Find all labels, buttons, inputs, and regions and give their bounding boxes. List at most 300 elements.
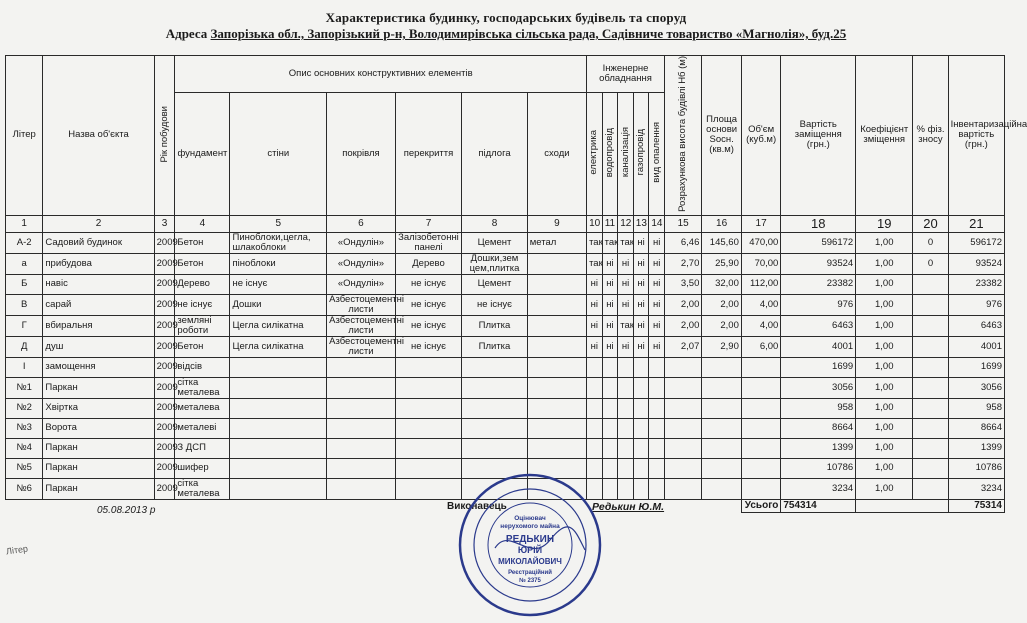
cell-height: 2,00 [664,294,701,315]
stamp-line: МИКОЛАЙОВИЧ [498,557,562,566]
cell-liter: №2 [6,398,43,418]
stamp-line: ЮРІЙ [517,545,543,555]
cell-coef: 1,00 [856,478,913,499]
cell-year: 2009 [154,274,175,294]
col-num: 7 [395,215,462,232]
cell-stairs [527,336,586,357]
cell-height [664,438,701,458]
cell-sewer: так [618,315,634,336]
header-roof: покрівля [327,92,396,215]
cell-roof [327,398,396,418]
cell-volume: 4,00 [741,294,780,315]
document-date: 05.08.2013 р [97,505,156,516]
cell-name: Ворота [43,418,154,438]
cell-el: ні [587,274,603,294]
cell-foundation: сітка металева [175,377,230,398]
cell-walls [230,357,327,377]
col-num: 14 [649,215,665,232]
cell-inv: 23382 [948,274,1004,294]
cell-area: 2,90 [702,336,741,357]
cell-walls: Цегла силікатна [230,336,327,357]
stamp-line: № 2375 [519,578,541,584]
table-row [6,294,1005,315]
col-num: 9 [527,215,586,232]
cell-cost: 23382 [781,274,856,294]
cell-cost: 1399 [781,438,856,458]
table-row [6,274,1005,294]
table-row [6,357,1005,377]
cell-cost: 93524 [781,253,856,274]
cell-el [587,398,603,418]
cell-water: ні [602,294,618,315]
cell-year: 2009 [154,398,175,418]
cell-el [587,438,603,458]
header-coefficient: Коефіцієнт зміщення [856,56,913,216]
cell-cost: 976 [781,294,856,315]
header-liter: Літер [6,56,43,216]
cell-floor: Плитка [462,315,527,336]
cell-wear [913,336,948,357]
cell-walls [230,438,327,458]
col-num: 19 [856,215,913,232]
col-num: 3 [154,215,175,232]
cell-el: ні [587,294,603,315]
cell-floor [462,398,527,418]
cell-heat: ні [649,274,665,294]
cell-stairs [527,398,586,418]
header-gas: газопровід [633,92,649,215]
characteristics-table [5,55,1027,513]
cell-liter: №5 [6,458,43,478]
cell-wear [913,418,948,438]
cell-sewer: ні [618,336,634,357]
cell-el [587,357,603,377]
cell-area: 145,60 [702,232,741,253]
table-body [6,232,1005,499]
cell-inv: 976 [948,294,1004,315]
address-label: Адреса [165,26,208,41]
cell-el: ні [587,336,603,357]
cell-name: Паркан [43,478,154,499]
cell-wear [913,357,948,377]
col-num: 5 [230,215,327,232]
cell-inv: 93524 [948,253,1004,274]
address-value: Запорізька обл., Запорізький р-н, Володимирівська сільська рада, Садівниче товариство «Магнолія», буд.25 [210,26,847,41]
cell-area [702,377,741,398]
cell-overlap: не існує [395,336,462,357]
cell-height: 6,46 [664,232,701,253]
cell-stairs [527,315,586,336]
cell-name: прибудова [43,253,154,274]
cell-cost: 958 [781,398,856,418]
column-number-row [6,215,1005,232]
cell-foundation: З ДСП [175,438,230,458]
cell-roof [327,377,396,398]
cell-water: так [602,232,618,253]
cell-wear [913,458,948,478]
header-wear: % фіз. зносу [913,56,948,216]
total-inventory: 75314 [948,499,1004,512]
cell-volume: 4,00 [741,315,780,336]
header-area: Площа основи Sосн. (кв.м) [702,56,741,216]
cell-roof: «Ондулін» [327,232,396,253]
address-line [0,26,1012,42]
cell-walls: Дошки [230,294,327,315]
cell-height: 2,70 [664,253,701,274]
stamp-line: нерухомого майна [500,523,560,530]
cell-wear: 0 [913,232,948,253]
cell-gas: ні [633,294,649,315]
cell-name: замощення [43,357,154,377]
cell-coef: 1,00 [856,398,913,418]
cell-liter: №3 [6,418,43,438]
cell-gas: ні [633,253,649,274]
cell-walls [230,478,327,499]
signer-name: Редькин Ю.М. [592,501,665,513]
cell-heat: ні [649,253,665,274]
cell-height: 2,00 [664,315,701,336]
table-row [6,377,1005,398]
cell-liter: В [6,294,43,315]
cell-volume [741,398,780,418]
cell-gas: ні [633,232,649,253]
cell-heat [649,418,665,438]
cell-volume [741,418,780,438]
cell-sewer: ні [618,274,634,294]
cell-floor: Цемент [462,232,527,253]
header-walls: стіни [230,92,327,215]
cell-volume [741,478,780,499]
cell-cost: 4001 [781,336,856,357]
cell-stairs [527,357,586,377]
cell-foundation: Бетон [175,253,230,274]
cell-height [664,357,701,377]
cell-stairs [527,438,586,458]
header-stairs: сходи [527,92,586,215]
cell-coef: 1,00 [856,377,913,398]
total-cost: 754314 [781,499,856,512]
cell-stairs [527,377,586,398]
cell-area [702,418,741,438]
cell-wear [913,294,948,315]
cell-el: так [587,232,603,253]
cell-heat [649,357,665,377]
cell-volume [741,357,780,377]
cell-floor [462,438,527,458]
cell-inv: 10786 [948,458,1004,478]
cell-water [602,418,618,438]
cell-foundation: шифер [175,458,230,478]
cell-liter: №1 [6,377,43,398]
cell-water [602,357,618,377]
cell-name: Садовий будинок [43,232,154,253]
cell-walls [230,458,327,478]
cell-inv: 6463 [948,315,1004,336]
cell-roof: Азбестоцементні листи [327,294,396,315]
cell-liter: а [6,253,43,274]
cell-water [602,377,618,398]
cell-sewer [618,458,634,478]
cell-coef: 1,00 [856,458,913,478]
cell-height [664,398,701,418]
cell-overlap [395,377,462,398]
cell-walls: піноблоки [230,253,327,274]
header-replacement-cost: Вартість заміщення (грн.) [781,56,856,216]
table-row [6,418,1005,438]
cell-wear [913,315,948,336]
cell-sewer: ні [618,253,634,274]
header-volume: Об'єм (куб.м) [741,56,780,216]
cell-gas [633,458,649,478]
cell-gas [633,357,649,377]
cell-height: 3,50 [664,274,701,294]
cell-roof: «Ондулін» [327,274,396,294]
cell-water [602,438,618,458]
cell-height [664,377,701,398]
cell-water [602,398,618,418]
col-num: 11 [602,215,618,232]
cell-walls: Цегла силікатна [230,315,327,336]
cell-heat [649,398,665,418]
cell-foundation: сітка металева [175,478,230,499]
cell-sewer [618,377,634,398]
cell-water: ні [602,253,618,274]
cell-stairs: метал [527,232,586,253]
cell-inv: 596172 [948,232,1004,253]
cell-year: 2009 [154,478,175,499]
cell-wear: 0 [913,253,948,274]
cell-overlap: не існує [395,274,462,294]
cell-el [587,377,603,398]
cell-roof [327,438,396,458]
cell-heat [649,377,665,398]
cell-floor: Плитка [462,336,527,357]
header-calc-height: Розрахункова висота будівлі Нб (м) [664,56,701,216]
cell-sewer: так [618,232,634,253]
cell-name: Хвіртка [43,398,154,418]
header-structural-group: Опис основних конструктивних елементів [175,56,587,93]
cell-roof [327,478,396,499]
cell-gas [633,418,649,438]
cell-roof: Азбестоцементні листи [327,336,396,357]
cell-liter: І [6,357,43,377]
col-num: 21 [948,215,1004,232]
cell-liter: А-2 [6,232,43,253]
cell-overlap [395,357,462,377]
cell-coef: 1,00 [856,357,913,377]
cell-year: 2009 [154,438,175,458]
header-heating: вид опалення [649,92,665,215]
cell-sewer [618,398,634,418]
cell-liter: Б [6,274,43,294]
cell-floor: не існує [462,294,527,315]
cell-liter: Д [6,336,43,357]
cell-year: 2009 [154,336,175,357]
cell-wear [913,438,948,458]
cell-gas [633,438,649,458]
document-title: Характеристика будинку, господарських будівель та споруд [325,10,687,25]
table-row [6,253,1005,274]
cell-volume [741,438,780,458]
table-row [6,336,1005,357]
cell-overlap: Залізобетонні панелі [395,232,462,253]
cell-heat [649,438,665,458]
cell-roof: «Ондулін» [327,253,396,274]
col-num: 10 [587,215,603,232]
col-num: 1 [6,215,43,232]
cell-area [702,398,741,418]
cell-gas: ні [633,336,649,357]
cell-cost: 1699 [781,357,856,377]
cell-inv: 958 [948,398,1004,418]
cell-coef: 1,00 [856,274,913,294]
cell-name: душ [43,336,154,357]
cell-inv: 8664 [948,418,1004,438]
cell-el: так [587,253,603,274]
stamp-line: Реєстраційний [508,570,552,576]
cell-walls [230,398,327,418]
cell-roof: Азбестоцементні листи [327,315,396,336]
header-overlap: перекриття [395,92,462,215]
col-num: 6 [327,215,396,232]
cell-year: 2009 [154,458,175,478]
header-sewer: каналізація [618,92,634,215]
cell-name: Паркан [43,438,154,458]
cell-volume: 70,00 [741,253,780,274]
cell-coef: 1,00 [856,232,913,253]
cell-foundation: Дерево [175,274,230,294]
col-num: 4 [175,215,230,232]
cell-area [702,458,741,478]
col-num: 17 [741,215,780,232]
cell-inv: 3056 [948,377,1004,398]
cell-wear [913,398,948,418]
cell-inv: 1399 [948,438,1004,458]
cell-foundation: земляні роботи [175,315,230,336]
performer-label: Виконавець [447,501,507,512]
col-num: 15 [664,215,701,232]
cell-cost: 8664 [781,418,856,438]
header-engineering-group: Інженерне обладнання [587,56,665,93]
col-num: 18 [781,215,856,232]
cell-wear [913,377,948,398]
cell-roof [327,458,396,478]
cell-height [664,418,701,438]
col-num: 8 [462,215,527,232]
cell-sewer [618,438,634,458]
cell-coef: 1,00 [856,336,913,357]
cell-foundation: металева [175,398,230,418]
cell-foundation: металеві [175,418,230,438]
cell-area: 32,00 [702,274,741,294]
cell-name: навіс [43,274,154,294]
cell-name: вбиральня [43,315,154,336]
cell-water: ні [602,274,618,294]
cell-water: ні [602,315,618,336]
cell-gas [633,398,649,418]
cell-heat [649,478,665,499]
cell-sewer [618,478,634,499]
cell-volume: 6,00 [741,336,780,357]
cell-sewer: ні [618,294,634,315]
cell-year: 2009 [154,232,175,253]
cell-year: 2009 [154,315,175,336]
cell-floor [462,377,527,398]
cell-cost: 3234 [781,478,856,499]
header-year: Рік побудови [154,56,175,216]
cell-floor: Цемент [462,274,527,294]
cell-name: сарай [43,294,154,315]
cell-height [664,478,701,499]
cell-stairs [527,274,586,294]
cell-gas [633,478,649,499]
cell-overlap: не існує [395,315,462,336]
cell-el: ні [587,315,603,336]
cell-gas [633,377,649,398]
cell-foundation: відсів [175,357,230,377]
header-electricity: електрика [587,92,603,215]
table-row [6,232,1005,253]
cell-area [702,357,741,377]
cell-overlap [395,478,462,499]
cell-floor [462,418,527,438]
cell-gas: ні [633,274,649,294]
header-inventory-cost: Інвентаризаційна вартість (грн.) [948,56,1004,216]
cell-roof [327,357,396,377]
stamp-line: РЕДЬКИН [505,534,555,545]
cell-liter: №4 [6,438,43,458]
cell-foundation: не існує [175,294,230,315]
cell-foundation: Бетон [175,336,230,357]
cell-heat: ні [649,232,665,253]
cell-heat: ні [649,336,665,357]
cell-height: 2,07 [664,336,701,357]
cell-walls: не існує [230,274,327,294]
cell-heat [649,458,665,478]
stamp-line: Оцінювач [514,515,546,522]
cell-liter: Г [6,315,43,336]
col-num: 20 [913,215,948,232]
cell-floor: Дошки,зем цем,плитка [462,253,527,274]
cell-walls [230,418,327,438]
cell-stairs [527,253,586,274]
cell-year: 2009 [154,418,175,438]
cell-overlap: не існує [395,294,462,315]
cell-cost: 3056 [781,377,856,398]
cell-volume [741,377,780,398]
cell-inv: 3234 [948,478,1004,499]
table-row [6,315,1005,336]
cell-cost: 10786 [781,458,856,478]
cell-coef: 1,00 [856,315,913,336]
cell-overlap [395,438,462,458]
cell-inv: 1699 [948,357,1004,377]
cell-stairs [527,418,586,438]
cell-area [702,438,741,458]
side-word: Літер [5,543,29,557]
cell-area: 25,90 [702,253,741,274]
col-num: 16 [702,215,741,232]
cell-coef: 1,00 [856,253,913,274]
cell-area: 2,00 [702,294,741,315]
cell-gas: ні [633,315,649,336]
table-row [6,398,1005,418]
cell-inv: 4001 [948,336,1004,357]
cell-area: 2,00 [702,315,741,336]
cell-liter: №6 [6,478,43,499]
cell-cost: 596172 [781,232,856,253]
cell-year: 2009 [154,377,175,398]
